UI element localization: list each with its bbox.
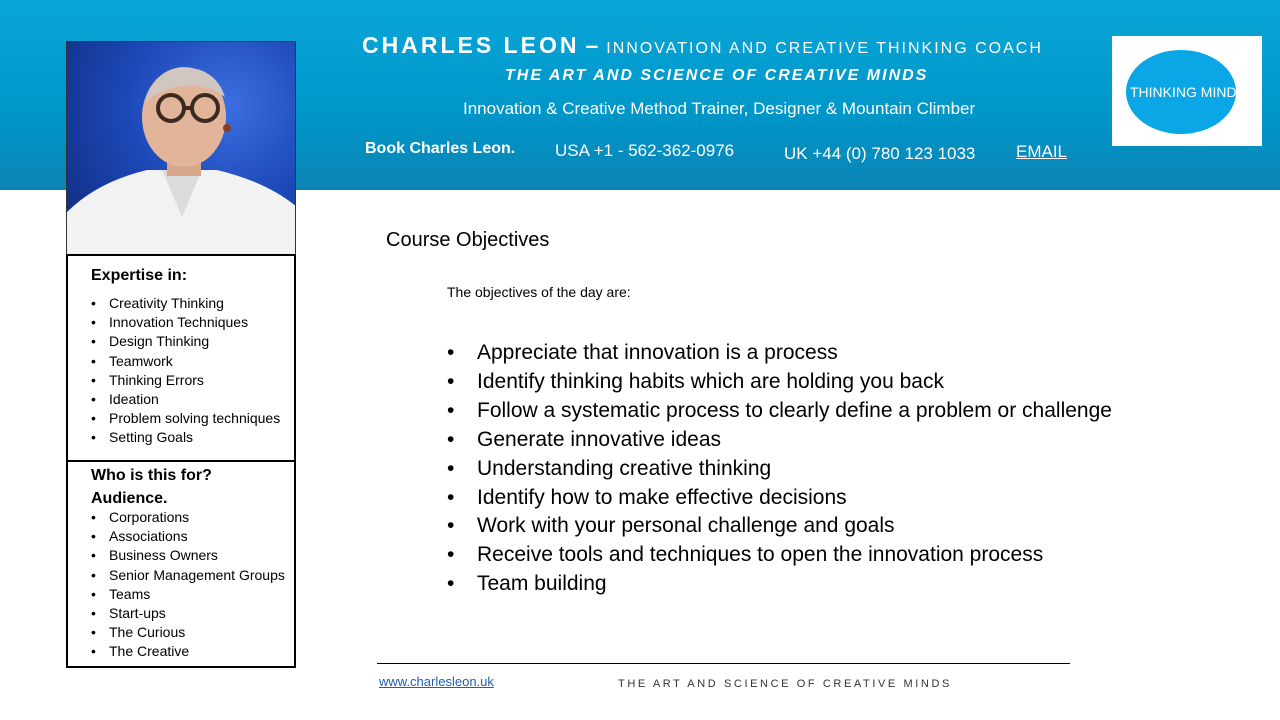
objectives-intro: The objectives of the day are:: [447, 284, 631, 300]
course-objectives-title: Course Objectives: [386, 229, 550, 251]
list-item: • Innovation Techniques: [91, 313, 280, 332]
speaker-name: CHARLES LEON: [362, 32, 580, 58]
thinking-mind-logo: [1112, 36, 1262, 146]
speaker-portrait-icon: [67, 42, 296, 255]
list-item: • Creativity Thinking: [91, 294, 280, 313]
website-link[interactable]: www.charlesleon.uk: [379, 674, 494, 689]
audience-heading: Who is this for?: [91, 467, 212, 484]
list-item: • Business Owners: [91, 546, 285, 565]
list-item: • Problem solving techniques: [91, 409, 280, 428]
list-item: • The Curious: [91, 623, 285, 642]
list-item: • Thinking Errors: [91, 371, 280, 390]
logo-text: THINKING MIND: [1130, 84, 1237, 100]
speaker-photo: [66, 41, 296, 255]
list-item: • The Creative: [91, 642, 285, 661]
list-item: • Team building: [447, 570, 1112, 599]
list-item: • Associations: [91, 527, 285, 546]
book-label: Book Charles Leon.: [365, 140, 516, 157]
list-item: • Generate innovative ideas: [447, 426, 1112, 455]
audience-list: [91, 508, 285, 662]
list-item: • Identify thinking habits which are holding you back: [447, 368, 1112, 397]
list-item: • Follow a systematic process to clearly define a problem or challenge: [447, 397, 1112, 426]
list-item: • Senior Management Groups: [91, 566, 285, 585]
footer-divider: [377, 663, 1070, 664]
speaker-title: [362, 32, 1043, 59]
expertise-list: [91, 294, 280, 448]
expertise-panel: [66, 254, 296, 462]
list-item: • Ideation: [91, 390, 280, 409]
usa-phone: USA +1 - 562-362-0976: [555, 141, 735, 160]
objectives-list: [447, 339, 1112, 599]
list-item: • Design Thinking: [91, 332, 280, 351]
audience-panel: [66, 460, 296, 668]
uk-phone: UK +44 (0) 780 123 1033: [784, 144, 976, 163]
list-item: • Teams: [91, 585, 285, 604]
header-subtitle: Innovation & Creative Method Trainer, Designer & Mountain Climber: [463, 99, 976, 118]
expertise-heading: Expertise in:: [91, 267, 188, 284]
list-item: • Work with your personal challenge and goals: [447, 512, 1112, 541]
list-item: • Understanding creative thinking: [447, 455, 1112, 484]
list-item: • Appreciate that innovation is a process: [447, 339, 1112, 368]
list-item: • Start-ups: [91, 604, 285, 623]
email-link[interactable]: EMAIL: [1016, 142, 1068, 161]
title-dash: –: [585, 32, 599, 58]
footer-tagline: THE ART AND SCIENCE OF CREATIVE MINDS: [618, 678, 952, 690]
audience-subheading: Audience.: [91, 490, 168, 507]
speaker-role: INNOVATION AND CREATIVE THINKING COACH: [606, 40, 1043, 57]
list-item: • Teamwork: [91, 352, 280, 371]
header-tagline: THE ART AND SCIENCE OF CREATIVE MINDS: [505, 67, 929, 84]
list-item: • Setting Goals: [91, 428, 280, 447]
list-item: • Receive tools and techniques to open the innovation process: [447, 541, 1112, 570]
list-item: • Identify how to make effective decisions: [447, 484, 1112, 513]
list-item: • Corporations: [91, 508, 285, 527]
